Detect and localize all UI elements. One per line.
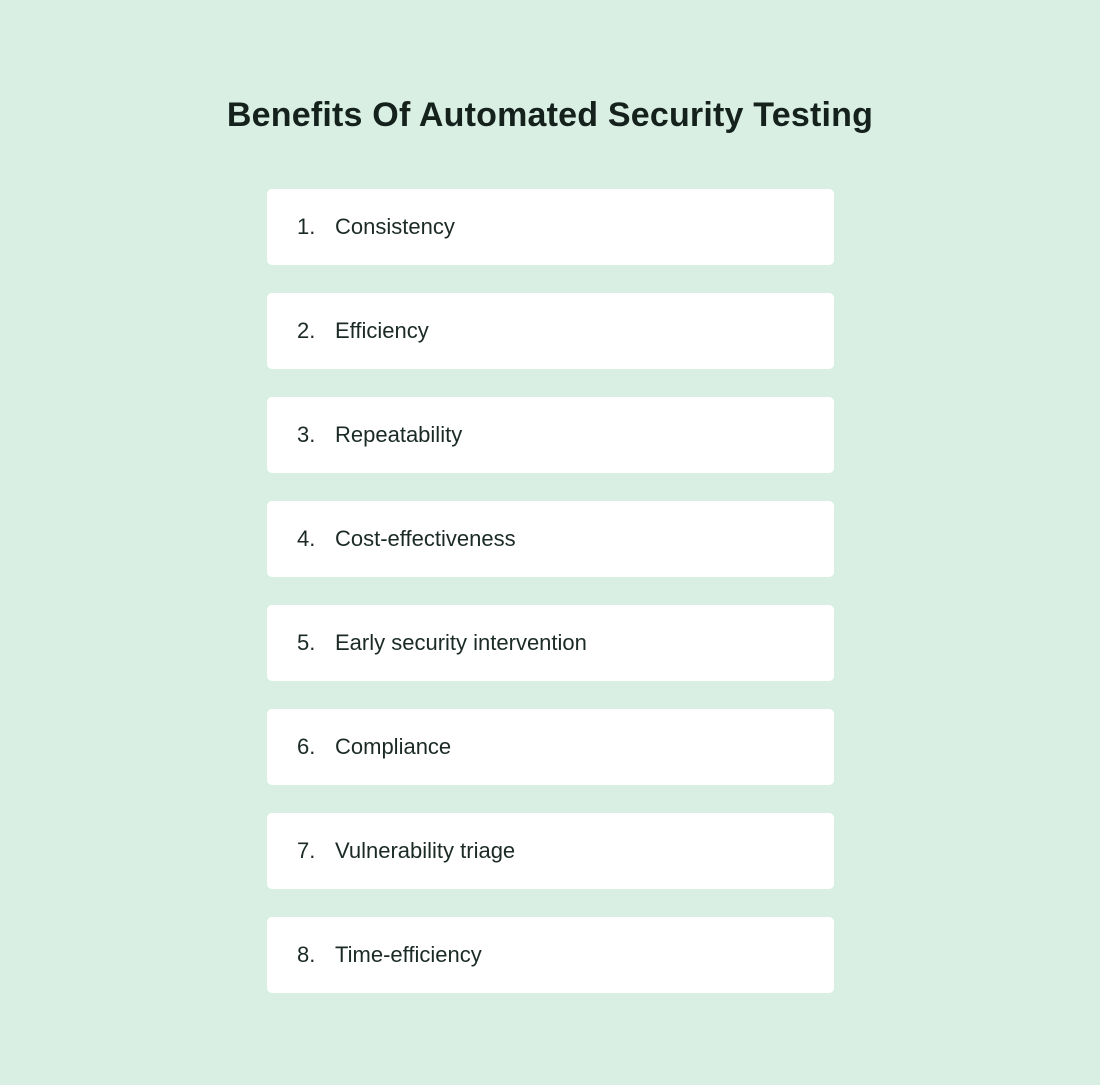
list-item-number: 3. xyxy=(297,422,316,447)
list-item xyxy=(267,605,834,681)
list-item-label: Efficiency xyxy=(335,318,429,343)
list-item xyxy=(267,813,834,889)
list-item-label: Cost-effectiveness xyxy=(335,526,516,551)
list-item-number: 4. xyxy=(297,526,316,551)
list-item xyxy=(267,709,834,785)
list-item xyxy=(267,397,834,473)
list-item-label: Compliance xyxy=(335,734,452,759)
benefits-list xyxy=(267,189,834,1021)
list-item-number: 1. xyxy=(297,214,316,239)
list-item-label: Early security intervention xyxy=(335,630,587,655)
list-item-label: Consistency xyxy=(335,214,455,239)
list-item xyxy=(267,189,834,265)
list-item xyxy=(267,917,834,993)
list-item-number: 7. xyxy=(297,838,316,863)
list-item-label: Vulnerability triage xyxy=(335,838,516,863)
list-item-label: Time-efficiency xyxy=(335,942,482,967)
list-item-label: Repeatability xyxy=(335,422,463,447)
page-title: Benefits Of Automated Security Testing xyxy=(226,96,874,134)
list-item-number: 8. xyxy=(297,942,316,967)
list-item xyxy=(267,293,834,369)
list-item xyxy=(267,501,834,577)
list-item-number: 5. xyxy=(297,630,316,655)
list-item-number: 2. xyxy=(297,318,316,343)
list-item-number: 6. xyxy=(297,734,316,759)
